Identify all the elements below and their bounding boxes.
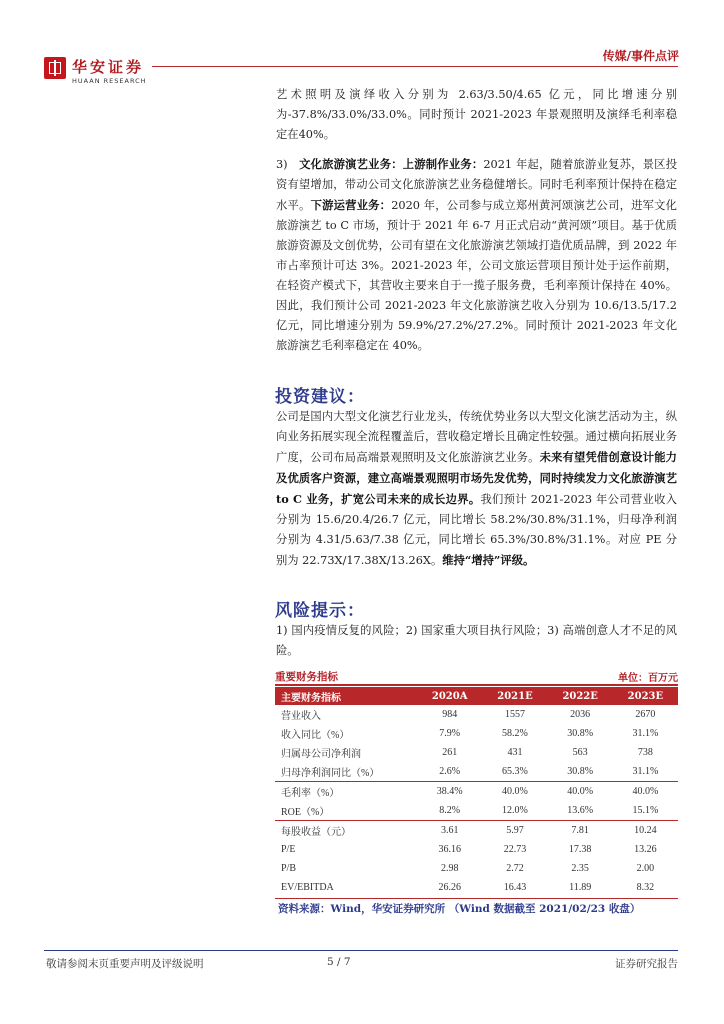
cell: 17.38: [568, 844, 592, 855]
invest-rating: 维持“增持”评级。: [442, 553, 535, 567]
cell: 984: [442, 709, 458, 720]
header-divider: [152, 66, 678, 67]
cell: 2036: [570, 709, 591, 720]
table-row: [275, 762, 678, 782]
table-row: [275, 801, 678, 821]
section-title-invest: 投资建议：: [275, 387, 365, 407]
table-header-row: [275, 687, 678, 705]
cell: 2.98: [440, 863, 459, 874]
invest-text-2: 我们预计 2021-2023 年公司营业收入分别为 15.6/20.4/26.7 亿元，同比增长 58.2%/30.8%/31.1%，归母净利润分别为 4.31/5.63/7.38 亿元，同比增长 65.3%/30.8%/31.1%。对应 PE 分别为 22.73X/17.38X/13.26X。: [276, 493, 677, 567]
table-bottom-rule: [275, 898, 678, 899]
row-label: P/B: [281, 863, 297, 874]
cell: 10.24: [613, 821, 678, 841]
row-label: 归属母公司净利润: [281, 749, 361, 760]
invest-text-1: 公司是国内大型文化演艺行业龙头，传统优势业务以大型文化演艺活动为主，纵向业务拓展实现全流程覆盖后，营收稳定增长且确定性较强。通过横向拓展业务广度，公司布局高端景观照明及文化旅游演艺业务。: [276, 410, 677, 464]
financial-table: [275, 687, 678, 897]
cell: 431: [507, 747, 523, 758]
cell: 2670: [635, 709, 656, 720]
cell: 12.0%: [502, 805, 528, 816]
table-unit: 单位：百万元: [618, 673, 678, 684]
cell: 11.89: [569, 882, 592, 893]
table-row: [275, 878, 678, 897]
cell: 7.81: [548, 821, 613, 841]
paragraph-risk: 1) 国内疫情反复的风险；2) 国家重大项目执行风险；3) 高端创意人才不足的风险。: [276, 624, 677, 657]
text-downstream: 2020 年，公司参与成立郑州黄河颂演艺公司，进军文化旅游演艺 to C 市场，预计于 2021 年 6-7 月正式启动“黄河颂”项目。基于优质旅游资源及文创优势，公司有望在文化旅游演艺领域打造优质品牌，到 2022 年市占率预计可达 3%。2021-2023 年，公司文旅运营项目预计处于运作前期，在轻资产模式下，其营收主要来自于一揽子服务费，毛利率预计保持在 40%。因此，我们预计公司 2021-2023 年文化旅游演艺收入分别为 10.6/13.5/17.2 亿元，同比增速分别为 59.9%/27.2%/27.2%。同时预计 2021-2023 年文化旅游演艺毛利率稳定在 40%。: [276, 199, 677, 352]
row-label: ROE（%）: [281, 807, 330, 818]
cell: 31.1%: [632, 728, 659, 739]
cell: 563: [572, 747, 588, 758]
row-label: EV/EBITDA: [281, 882, 334, 893]
table-row: [275, 840, 678, 859]
section-title-risk: 风险提示：: [275, 601, 365, 621]
table-caption: 重要财务指标: [275, 671, 338, 683]
cell: 40.0%: [548, 782, 613, 802]
row-label: P/E: [281, 844, 296, 855]
cell: 8.32: [636, 882, 655, 893]
cell: 8.2%: [439, 805, 461, 816]
cell: 31.1%: [632, 766, 659, 777]
logo-subtext: HUAAN RESEARCH: [72, 77, 147, 85]
report-category: 传媒/事件点评: [602, 49, 679, 63]
table-source: 资料来源：Wind，华安证券研究所 （Wind 数据截至 2021/02/23 收盘）: [278, 903, 641, 915]
header-cell: 主要财务指标: [275, 687, 417, 705]
cell: 65.3%: [502, 766, 528, 777]
cell: 40.0%: [613, 782, 678, 802]
cell: 13.26: [634, 844, 657, 855]
cell: 7.9%: [439, 728, 461, 739]
table-row: [275, 821, 678, 841]
row-label: 营业收入: [281, 711, 321, 722]
text-upstream: 2021 年起，随着旅游业复苏，景区投资有望增加，带动公司文化旅游演艺业务稳健增长。同时毛利率预计保持在稳定水平。: [276, 158, 677, 212]
row-label: 收入同比（%）: [281, 730, 350, 741]
footer-disclaimer: 敬请参阅末页重要声明及评级说明: [46, 958, 204, 970]
cell: 22.73: [503, 844, 527, 855]
header-cell: 2020A: [417, 687, 482, 705]
paragraph-lighting: 艺术照明及演绎收入分别为 2.63/3.50/4.65 亿元，同比增速分别为-37.8%/33.0%/33.0%。同时预计 2021-2023 年景观照明及演绎毛利率稳定在40%。: [276, 88, 677, 141]
cell: 38.4%: [417, 782, 482, 802]
cell: 5.97: [482, 821, 547, 841]
cell: 1557: [504, 709, 525, 720]
cell: 2.35: [571, 863, 589, 874]
paragraph-invest: [276, 407, 677, 571]
logo-text: 华安证券: [72, 58, 145, 76]
cell: 15.1%: [632, 805, 659, 816]
table-row: [275, 782, 678, 802]
logo-icon: [44, 57, 66, 79]
table-top-rule: [275, 684, 678, 686]
paragraph-tourism: [276, 154, 677, 356]
cell: 13.6%: [567, 805, 594, 816]
row-label: 归母净利润同比（%）: [281, 768, 380, 779]
header-cell: 2021E: [482, 687, 547, 705]
bold-heading-upstream: 文化旅游演艺业务：上游制作业务：: [299, 157, 484, 171]
table-row: [275, 724, 678, 743]
cell: 2.6%: [439, 766, 461, 777]
page-number: 5 / 7: [327, 956, 351, 968]
footer-divider: [44, 950, 678, 951]
row-label: 毛利率（%）: [275, 782, 417, 802]
cell: 40.0%: [482, 782, 547, 802]
list-number: 3): [276, 158, 288, 171]
bold-heading-downstream: 下游运营业务：: [310, 198, 392, 212]
table-row: [275, 859, 678, 878]
table-row: [275, 743, 678, 762]
row-label: 每股收益（元）: [275, 821, 417, 841]
cell: 2.00: [636, 863, 655, 874]
cell: 36.16: [438, 844, 461, 855]
cell: 16.43: [503, 882, 527, 893]
invest-bold-1: 未来有望凭借创意设计能力及优质客户资源，建立高端景观照明市场先发优势，同时持续发力文化旅游演艺 to C 业务，扩宽公司未来的成长边界。: [276, 450, 677, 506]
cell: 261: [442, 747, 458, 758]
cell: 738: [637, 747, 653, 758]
header-cell: 2022E: [548, 687, 613, 705]
cell: 30.8%: [567, 728, 594, 739]
footer-report-type: 证券研究报告: [615, 958, 678, 970]
header-cell: 2023E: [613, 687, 678, 705]
cell: 26.26: [438, 882, 461, 893]
cell: 30.8%: [567, 766, 594, 777]
cell: 3.61: [417, 821, 482, 841]
cell: 58.2%: [502, 728, 528, 739]
cell: 2.72: [506, 863, 524, 874]
table-row: [275, 705, 678, 724]
